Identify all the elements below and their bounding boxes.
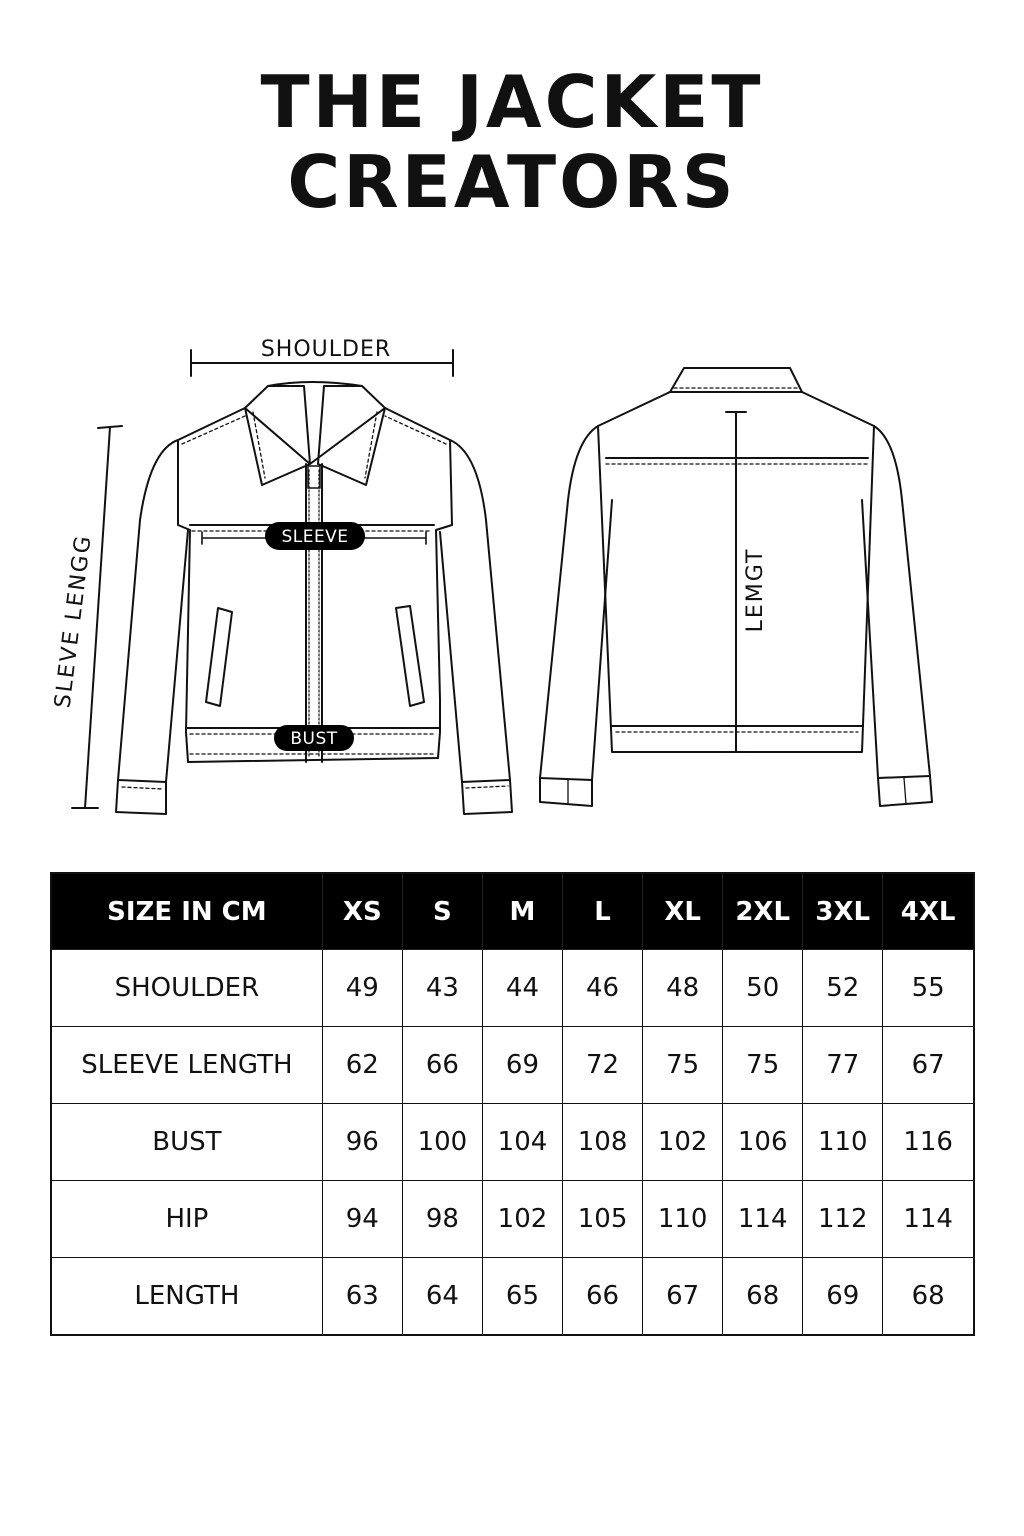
size-header-cell: 3XL <box>803 873 883 950</box>
table-cell: 75 <box>723 1027 803 1104</box>
brand-title-line-2: CREATORS <box>287 140 737 224</box>
table-cell: 43 <box>402 950 482 1027</box>
table-cell: 102 <box>643 1104 723 1181</box>
table-cell: 114 <box>883 1181 974 1258</box>
table-cell: 48 <box>643 950 723 1027</box>
table-cell: 116 <box>883 1104 974 1181</box>
table-cell: 72 <box>563 1027 643 1104</box>
size-header-cell: XL <box>643 873 723 950</box>
size-chart-table <box>50 872 975 1336</box>
size-header-label: SIZE IN CM <box>51 873 322 950</box>
table-cell: 49 <box>322 950 402 1027</box>
size-header-cell: 4XL <box>883 873 974 950</box>
size-header-cell: M <box>482 873 562 950</box>
sleeve-pill-badge <box>265 522 365 550</box>
table-cell: 77 <box>803 1027 883 1104</box>
table-cell: 62 <box>322 1027 402 1104</box>
bust-pill-label: BUST <box>290 729 338 749</box>
size-header-row <box>51 873 974 950</box>
table-row <box>51 1258 974 1336</box>
size-header-cell: XS <box>322 873 402 950</box>
table-cell: 69 <box>482 1027 562 1104</box>
table-row <box>51 950 974 1027</box>
brand-title <box>0 62 1024 222</box>
table-row <box>51 1181 974 1258</box>
table-cell: 46 <box>563 950 643 1027</box>
row-label: LENGTH <box>51 1258 322 1336</box>
size-header-cell: L <box>563 873 643 950</box>
jacket-diagram <box>0 300 1024 840</box>
front-left-pocket <box>206 608 232 706</box>
table-cell: 104 <box>482 1104 562 1181</box>
brand-title-line-1: THE JACKET <box>260 60 764 144</box>
table-cell: 50 <box>723 950 803 1027</box>
front-zipper <box>306 464 322 762</box>
front-right-pocket <box>396 606 424 706</box>
table-cell: 66 <box>402 1027 482 1104</box>
table-cell: 108 <box>563 1104 643 1181</box>
measurement-lines <box>72 350 746 808</box>
row-label: BUST <box>51 1104 322 1181</box>
sleeve-pill-label: SLEEVE <box>281 527 349 547</box>
table-cell: 64 <box>402 1258 482 1336</box>
table-cell: 105 <box>563 1181 643 1258</box>
table-cell: 68 <box>883 1258 974 1336</box>
table-cell: 67 <box>883 1027 974 1104</box>
table-cell: 110 <box>643 1181 723 1258</box>
shoulder-label: SHOULDER <box>260 337 392 362</box>
table-row <box>51 1027 974 1104</box>
table-cell: 63 <box>322 1258 402 1336</box>
front-body-outline <box>178 408 452 762</box>
back-left-cuff <box>540 778 592 806</box>
sleeve-length-label: SLEVE LENGG <box>50 532 97 710</box>
table-cell: 67 <box>643 1258 723 1336</box>
table-cell: 94 <box>322 1181 402 1258</box>
table-row <box>51 1104 974 1181</box>
front-left-cuff <box>116 780 166 814</box>
front-right-cuff <box>462 780 512 814</box>
table-cell: 96 <box>322 1104 402 1181</box>
table-cell: 44 <box>482 950 562 1027</box>
bust-pill-badge <box>274 725 354 751</box>
table-cell: 102 <box>482 1181 562 1258</box>
row-label: HIP <box>51 1181 322 1258</box>
table-cell: 52 <box>803 950 883 1027</box>
size-header-cell: 2XL <box>723 873 803 950</box>
row-label: SLEEVE LENGTH <box>51 1027 322 1104</box>
table-cell: 55 <box>883 950 974 1027</box>
back-length-label: LEMGT <box>743 547 768 633</box>
table-cell: 114 <box>723 1181 803 1258</box>
table-cell: 66 <box>563 1258 643 1336</box>
size-header-cell: S <box>402 873 482 950</box>
table-cell: 110 <box>803 1104 883 1181</box>
table-cell: 65 <box>482 1258 562 1336</box>
table-cell: 106 <box>723 1104 803 1181</box>
table-cell: 100 <box>402 1104 482 1181</box>
front-collar-right <box>318 386 385 485</box>
table-cell: 98 <box>402 1181 482 1258</box>
table-cell: 75 <box>643 1027 723 1104</box>
table-cell: 68 <box>723 1258 803 1336</box>
table-cell: 112 <box>803 1181 883 1258</box>
row-label: SHOULDER <box>51 950 322 1027</box>
table-cell: 69 <box>803 1258 883 1336</box>
